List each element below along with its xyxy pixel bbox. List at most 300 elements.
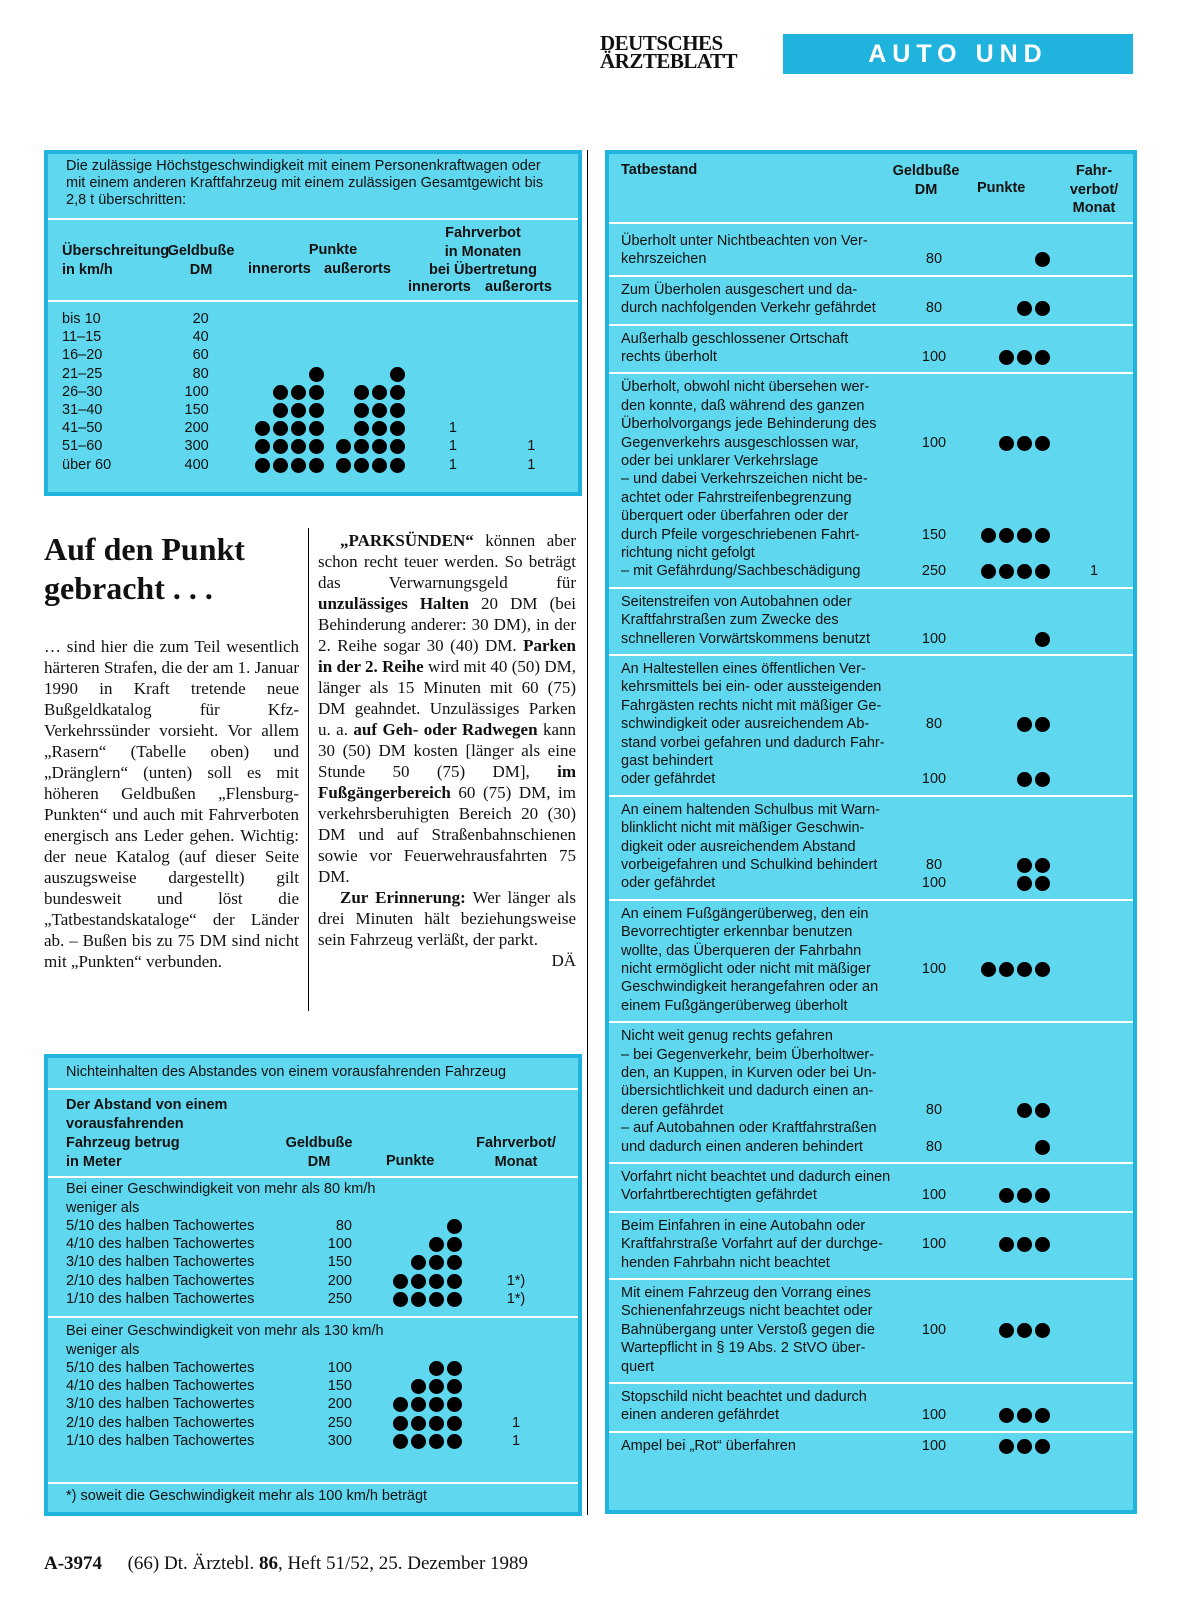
offense-header-points: Punkte — [977, 180, 1026, 196]
offense-line: digkeit oder ausreichendem Abstand — [621, 838, 856, 855]
offense-line: Kraftfahrstraßen zum Zwecke des — [621, 612, 839, 629]
offense-text — [621, 1388, 893, 1425]
distance-fine: 100 — [327, 1360, 352, 1376]
point-dot — [354, 421, 369, 436]
points-dots — [392, 1237, 462, 1252]
offense-line: An einem haltenden Schulbus mit Warn- — [621, 801, 880, 818]
speeding-range: 16–20 — [62, 347, 103, 364]
offense-points — [954, 772, 1050, 787]
speeding-fine: 400 — [184, 456, 209, 473]
point-dot — [1017, 1103, 1032, 1118]
point-dot — [411, 1274, 426, 1289]
point-dot — [1035, 1237, 1050, 1252]
offense-fine: 80 — [925, 856, 943, 873]
header-ban-in: innerorts — [408, 279, 471, 295]
point-dot — [309, 403, 324, 418]
distance-fine: 250 — [327, 1414, 352, 1431]
points-dots — [249, 458, 324, 474]
points-dots — [954, 252, 1050, 267]
distance-label: 1/10 des halben Tachowertes — [66, 1432, 255, 1449]
point-dot — [429, 1274, 444, 1289]
speeding-range: 26–30 — [62, 383, 103, 400]
point-dot — [354, 403, 369, 418]
point-dot — [1017, 564, 1032, 579]
speeding-row — [62, 437, 562, 455]
offense-points — [954, 717, 1050, 732]
offense-line: übersichtlichkeit und dadurch einen an- — [621, 1083, 874, 1100]
header-points-out: außerorts — [324, 261, 391, 277]
article-column-divider — [308, 528, 309, 1011]
offense-rule — [609, 372, 1133, 374]
offense-line: Schienenfahrzeugs nicht beachtet oder — [621, 1303, 873, 1320]
point-dot — [255, 458, 270, 473]
distance-label: 5/10 des halben Tachowertes — [66, 1218, 255, 1234]
point-dot — [1035, 632, 1050, 647]
point-dot — [273, 403, 288, 418]
point-dot — [273, 439, 288, 454]
point-dot — [291, 385, 306, 400]
points-dots — [954, 350, 1050, 365]
header-ban: Fahrverbot in Monaten bei Übertretung — [429, 225, 537, 278]
offense-line: blinklicht nicht mit mäßiger Geschwin- — [621, 820, 865, 837]
offense-line: schnelleren Vorwärtskommens benutzt — [621, 630, 871, 647]
journal-logo: DEUTSCHES ÄRZTEBLATT — [600, 31, 737, 73]
offense-rows — [609, 154, 1133, 1510]
point-dot — [1017, 1323, 1032, 1338]
point-dot — [1035, 876, 1050, 891]
offense-line: Seitenstreifen von Autobahnen oder — [621, 593, 852, 610]
point-dot — [1035, 564, 1050, 579]
speeding-range: bis 10 — [62, 311, 101, 327]
offense-fine: 100 — [921, 1321, 947, 1338]
speeding-fine: 200 — [184, 420, 209, 437]
speeding-table — [44, 150, 582, 496]
point-dot — [1017, 962, 1032, 977]
distance-row — [66, 1272, 576, 1290]
point-dot — [1017, 1439, 1032, 1454]
offense-line: quert — [621, 1358, 655, 1375]
offense-line: Zum Überholen ausgeschert und da- — [621, 281, 858, 298]
offense-fine: 100 — [921, 771, 947, 788]
offense-line: henden Fahrbahn nicht beachtet — [621, 1254, 830, 1271]
points-dots — [330, 348, 405, 364]
speeding-fine: 60 — [192, 347, 209, 364]
distance-label: 2/10 des halben Tachowertes — [66, 1414, 255, 1431]
point-dot — [291, 458, 306, 473]
points-dots — [392, 1274, 462, 1289]
speeding-row — [62, 346, 562, 364]
point-dot — [390, 367, 405, 382]
speeding-row — [62, 310, 562, 328]
offense-points — [954, 1408, 1050, 1423]
article-column-2: „PARKSÜNDEN“ können aber schon recht teuer werden. So beträgt das Verwarnungsgeld für unzulässiges Halten 20 DM (bei Behinderung anderer: 30 DM), in der 2. Reihe sogar 30 (40) DM. Parken in der 2. Reihe wird mit 40 (50) DM, länger als 15 Minuten mit 60 (75) DM geahndet. Unzulässiges Parken u. a. auf Geh- oder Radwegen kann 30 (50) DM kosten [länger als eine Stunde 50 (75) DM], im Fußgängerbereich 60 (75) DM, im verkehrsberuhigten Bereich 20 (30) DM und auf Straßenbahnschienen sowie vor Feuerwehrausfahrten 75 DM. Zur Erinnerung: Wer länger als drei Minuten hält beziehungsweise sein Fahrzeug verläßt, der parkt. DÄ — [318, 531, 577, 970]
speeding-fine: 80 — [192, 365, 209, 382]
points-dots — [249, 348, 324, 364]
distance-row — [66, 1235, 576, 1253]
distance-label: 3/10 des halben Tachowertes — [66, 1396, 255, 1413]
offense-fine: 100 — [921, 1407, 947, 1424]
ban-innerorts — [405, 365, 500, 383]
offense-line: Überholvorgangs jede Behinderung des — [621, 416, 877, 433]
points-dots — [249, 439, 324, 455]
offense-text — [621, 1217, 893, 1272]
point-dot — [429, 1397, 444, 1412]
point-dot — [393, 1416, 408, 1431]
offense-points — [954, 1439, 1050, 1454]
point-dot — [354, 458, 369, 473]
points-dots — [954, 528, 1050, 543]
offense-fine: 100 — [921, 630, 947, 647]
offense-fine: 100 — [921, 1187, 947, 1204]
points-dots — [249, 385, 324, 401]
point-dot — [273, 458, 288, 473]
points-dots — [330, 367, 405, 383]
header-points: Punkte — [308, 242, 358, 258]
offense-points — [954, 1140, 1050, 1155]
offense-row — [609, 1284, 1133, 1376]
point-dot — [1035, 1439, 1050, 1454]
offense-points — [954, 252, 1050, 267]
points-dots — [954, 1140, 1050, 1155]
point-dot — [1017, 350, 1032, 365]
offense-rule — [609, 1162, 1133, 1164]
ban-innerorts — [405, 346, 500, 364]
point-dot — [447, 1292, 462, 1307]
offense-table — [605, 150, 1137, 1514]
point-dot — [390, 421, 405, 436]
offense-row — [609, 1388, 1133, 1425]
point-dot — [447, 1397, 462, 1412]
point-dot — [447, 1219, 462, 1234]
speeding-range: 51–60 — [62, 438, 103, 455]
offense-line: einem Fußgängerüberweg überholt — [621, 997, 848, 1014]
point-dot — [291, 439, 306, 454]
ban-innerorts: 1 — [448, 438, 457, 455]
point-dot — [429, 1237, 444, 1252]
point-dot — [291, 403, 306, 418]
point-dot — [1017, 717, 1032, 732]
offense-rule — [609, 795, 1133, 797]
offense-line: Überholt, obwohl nicht übersehen wer- — [621, 379, 870, 396]
points-dots — [249, 421, 324, 437]
point-dot — [390, 439, 405, 454]
offense-points — [954, 858, 1050, 873]
offense-line: Gegenverkehrs ausgeschlossen war, — [621, 434, 859, 451]
distance-row — [66, 1395, 576, 1413]
offense-rule — [609, 1278, 1133, 1280]
point-dot — [1035, 717, 1050, 732]
point-dot — [981, 962, 996, 977]
offense-fine: 80 — [925, 1138, 943, 1155]
point-dot — [429, 1416, 444, 1431]
point-dot — [336, 458, 351, 473]
offense-points — [954, 962, 1050, 977]
point-dot — [429, 1361, 444, 1376]
ban-ausserorts — [501, 346, 562, 364]
offense-row — [609, 593, 1133, 648]
offense-fine: 100 — [921, 434, 947, 451]
offense-row — [609, 378, 1133, 580]
distance-label: 1/10 des halben Tachowertes — [66, 1290, 255, 1307]
point-dot — [999, 1237, 1014, 1252]
offense-line: An einem Fußgängerüberweg, den ein — [621, 905, 869, 922]
point-dot — [411, 1292, 426, 1307]
point-dot — [447, 1416, 462, 1431]
point-dot — [447, 1379, 462, 1394]
offense-line: stand vorbei gefahren und dadurch Fahr- — [621, 734, 885, 751]
point-dot — [309, 458, 324, 473]
point-dot — [1017, 1188, 1032, 1203]
point-dot — [255, 439, 270, 454]
points-dots — [954, 564, 1050, 579]
distance-fine: 200 — [327, 1396, 352, 1413]
point-dot — [1035, 962, 1050, 977]
ban-innerorts — [405, 401, 500, 419]
offense-rule — [609, 324, 1133, 326]
distance-header-ban: Fahrverbot/ Monat — [476, 1135, 556, 1170]
point-dot — [1035, 858, 1050, 873]
speeding-range: 21–25 — [62, 365, 103, 382]
offense-row — [609, 801, 1133, 893]
distance-row — [66, 1377, 576, 1395]
point-dot — [1017, 876, 1032, 891]
point-dot — [429, 1255, 444, 1270]
ban-innerorts: 1 — [448, 420, 457, 437]
offense-fine: 100 — [921, 1437, 947, 1454]
point-dot — [999, 564, 1014, 579]
offense-line: den konnte, daß während des ganzen — [621, 397, 865, 414]
offense-fine: 80 — [925, 300, 943, 317]
section-banner: AUTO UND VERKEHR — [783, 34, 1133, 74]
offense-text — [621, 593, 893, 648]
speeding-fine: 20 — [192, 311, 209, 327]
offense-line: An Haltestellen eines öffentlichen Ver- — [621, 661, 866, 677]
article-headline: Auf den Punkt gebracht . . . — [44, 531, 245, 606]
offense-text — [621, 232, 893, 269]
point-dot — [999, 1439, 1014, 1454]
offense-line: einen anderen gefährdet — [621, 1407, 780, 1424]
points-dots — [954, 772, 1050, 787]
offense-row — [609, 232, 1133, 269]
offense-fine: 100 — [921, 960, 947, 977]
distance-condition: weniger als — [66, 1199, 140, 1216]
offense-line: vorbeigefahren und Schulkind behindert — [621, 856, 878, 873]
ban-ausserorts — [501, 401, 562, 419]
distance-row — [66, 1217, 576, 1235]
offense-line: Außerhalb geschlossener Ortschaft — [621, 330, 849, 347]
distance-label: 2/10 des halben Tachowertes — [66, 1272, 255, 1289]
point-dot — [255, 421, 270, 436]
offense-points — [954, 350, 1050, 365]
distance-fine: 300 — [327, 1432, 352, 1449]
offense-text — [621, 660, 893, 789]
point-dot — [1017, 528, 1032, 543]
speeding-range: über 60 — [62, 456, 112, 473]
speeding-row — [62, 419, 562, 437]
speeding-fine: 300 — [184, 438, 209, 455]
point-dot — [1017, 1237, 1032, 1252]
ban-innerorts — [405, 328, 500, 346]
offense-fine: 250 — [921, 563, 947, 580]
point-dot — [354, 385, 369, 400]
offense-rule — [609, 1211, 1133, 1213]
offense-points — [954, 1103, 1050, 1118]
points-dots — [954, 858, 1050, 873]
offense-line: achtet oder Fahrstreifenbegrenzung — [621, 489, 852, 506]
points-dots — [392, 1361, 462, 1376]
offense-line: oder bei unklarer Verkehrslage — [621, 452, 819, 469]
offense-row — [609, 1168, 1133, 1205]
page-footer: A-3974 (66) Dt. Ärztebl. 86, Heft 51/52, 25. Dezember 1989 — [44, 1553, 529, 1574]
offense-line: Beim Einfahren in eine Autobahn oder — [621, 1217, 866, 1234]
offense-line: oder gefährdet — [621, 875, 716, 892]
points-dots — [249, 312, 324, 328]
speeding-row — [62, 383, 562, 401]
distance-fine: 100 — [327, 1236, 352, 1253]
speeding-range: 11–15 — [62, 329, 102, 346]
ban-ausserorts — [501, 328, 562, 346]
offense-points — [954, 564, 1050, 579]
offense-line: – bei Gegenverkehr, beim Überholtwer- — [621, 1046, 875, 1063]
point-dot — [372, 421, 387, 436]
offense-points — [954, 632, 1050, 647]
point-dot — [372, 385, 387, 400]
offense-line: – mit Gefährdung/Sachbeschädigung — [621, 563, 861, 580]
points-dots — [954, 1323, 1050, 1338]
points-dots — [249, 367, 324, 383]
offense-line: und dadurch einen anderen behindert — [621, 1138, 863, 1155]
distance-header-label: Der Abstand von einem vorausfahrenden Fahrzeug betrug in Meter — [66, 1097, 228, 1170]
offense-line: Bevorrechtigter erkennbar benutzen — [621, 924, 853, 941]
point-dot — [447, 1274, 462, 1289]
point-dot — [447, 1434, 462, 1449]
speeding-fine: 100 — [184, 383, 209, 400]
offense-fine: 80 — [925, 716, 943, 733]
offense-line: – auf Autobahnen oder Kraftfahrstraßen — [621, 1120, 877, 1137]
point-dot — [429, 1292, 444, 1307]
points-dots — [954, 632, 1050, 647]
points-dots — [330, 403, 405, 419]
ban-innerorts: 1 — [448, 456, 457, 473]
distance-label: 4/10 des halben Tachowertes — [66, 1378, 255, 1395]
point-dot — [1035, 772, 1050, 787]
point-dot — [393, 1397, 408, 1412]
offense-fine: 100 — [921, 875, 947, 892]
point-dot — [429, 1434, 444, 1449]
speeding-row — [62, 328, 562, 346]
offense-line: rechts überholt — [621, 348, 717, 365]
point-dot — [981, 528, 996, 543]
offense-rule — [609, 587, 1133, 589]
offense-text — [621, 378, 893, 580]
offense-line: – und dabei Verkehrszeichen nicht be- — [621, 471, 868, 488]
page-number: A-3974 — [44, 1553, 103, 1574]
distance-condition: Bei einer Geschwindigkeit von mehr als 130 km/h — [66, 1323, 384, 1339]
point-dot — [999, 436, 1014, 451]
point-dot — [372, 439, 387, 454]
point-dot — [1017, 436, 1032, 451]
offense-line: durch Pfeile vorgeschriebenen Fahrt- — [621, 526, 860, 543]
point-dot — [999, 1188, 1014, 1203]
offense-text — [621, 281, 893, 318]
offense-line: Mit einem Fahrzeug den Vorrang eines — [621, 1285, 871, 1301]
point-dot — [411, 1397, 426, 1412]
points-dots — [392, 1255, 462, 1270]
point-dot — [309, 367, 324, 382]
distance-row — [66, 1359, 576, 1377]
header-exceed: Überschreitung in km/h — [62, 243, 170, 278]
offense-line: kehrszeichen — [621, 251, 707, 268]
points-dots — [249, 330, 324, 346]
offense-header: Tatbestand — [621, 162, 698, 178]
points-dots — [330, 312, 405, 328]
ban-ausserorts — [501, 310, 562, 328]
offense-rule — [609, 1382, 1133, 1384]
distance-ban: 1 — [511, 1414, 521, 1431]
points-dots — [392, 1434, 462, 1449]
article-column-1: … sind hier die zum Teil wesentlich härteren Strafen, die der am 1. Januar 1990 in Kraft tretende neue Bußgeldkatalog für Kfz-Verkehrssünder vorsieht. Vor allem „Rasern“ (Tabelle oben) und „Dränglern“ (unten) soll es mit höheren Geldbußen „Flensburg-Punkten“ und auch mit Fahrverboten energisch ans Leder gehen. Wichtig: der neue Katalog (auf dieser Seite auszugsweise dargestellt) gilt bundesweit und löst die „Tatbestandskataloge“ der Länder ab. – Bußen bis zu 75 DM sind nicht mit „Punkten“ verbunden. — [44, 637, 299, 971]
offense-header-fine: Geldbuße DM — [892, 163, 960, 198]
point-dot — [372, 403, 387, 418]
header-ban-out: außerorts — [485, 279, 552, 295]
distance-label: 3/10 des halben Tachowertes — [66, 1254, 255, 1271]
offense-line: oder gefährdet — [621, 771, 716, 788]
offense-line: Bahnübergang unter Verstoß gegen die — [621, 1321, 875, 1338]
offense-fine: 80 — [925, 251, 943, 268]
point-dot — [447, 1237, 462, 1252]
point-dot — [1035, 436, 1050, 451]
distance-header-points: Punkte — [386, 1153, 435, 1169]
offense-text — [621, 801, 893, 893]
point-dot — [1035, 350, 1050, 365]
point-dot — [981, 564, 996, 579]
point-dot — [1035, 1408, 1050, 1423]
point-dot — [1017, 301, 1032, 316]
distance-title: Nichteinhalten des Abstandes von einem vorausfahrenden Fahrzeug — [66, 1064, 507, 1080]
offense-line: Kraftfahrstraße Vorfahrt auf der durchge- — [621, 1236, 883, 1253]
offense-row — [609, 1437, 1133, 1455]
distance-fine: 150 — [327, 1378, 352, 1395]
points-dots — [954, 1237, 1050, 1252]
point-dot — [1017, 858, 1032, 873]
point-dot — [999, 962, 1014, 977]
speeding-intro: Die zulässige Höchstgeschwindigkeit mit einem Personenkraftwagen oder mit einem anderen Kraftfahrzeug mit einem zulässigen Gesamtgewicht bis 2,8 t überschritten: — [66, 158, 544, 208]
offense-points — [954, 1237, 1050, 1252]
offense-line: durch nachfolgenden Verkehr gefährdet — [621, 300, 876, 317]
distance-footnote: *) soweit die Geschwindigkeit mehr als 100 km/h beträgt — [66, 1488, 428, 1504]
offense-rule — [609, 1021, 1133, 1023]
offense-line: gast behindert — [621, 752, 713, 769]
offense-line: kehrsmittels bei ein- oder aussteigenden — [621, 679, 882, 696]
point-dot — [1035, 252, 1050, 267]
points-dots — [392, 1416, 462, 1431]
points-dots — [392, 1379, 462, 1394]
ban-innerorts — [405, 310, 500, 328]
distance-fine: 80 — [335, 1218, 352, 1234]
offense-fine: 100 — [921, 348, 947, 365]
ban-ausserorts: 1 — [527, 438, 536, 455]
offense-line: den, an Kuppen, in Kurven oder bei Un- — [621, 1064, 877, 1081]
offense-line: wollte, das Überqueren der Fahrbahn — [621, 942, 862, 959]
offense-text — [621, 1168, 893, 1205]
ban-ausserorts — [501, 365, 562, 383]
offense-line: Wartepflicht in § 19 Abs. 2 StVO über- — [621, 1340, 866, 1357]
point-dot — [411, 1434, 426, 1449]
point-dot — [1035, 1323, 1050, 1338]
distance-fine: 250 — [327, 1290, 352, 1307]
offense-row — [609, 281, 1133, 318]
offense-row — [609, 905, 1133, 1015]
